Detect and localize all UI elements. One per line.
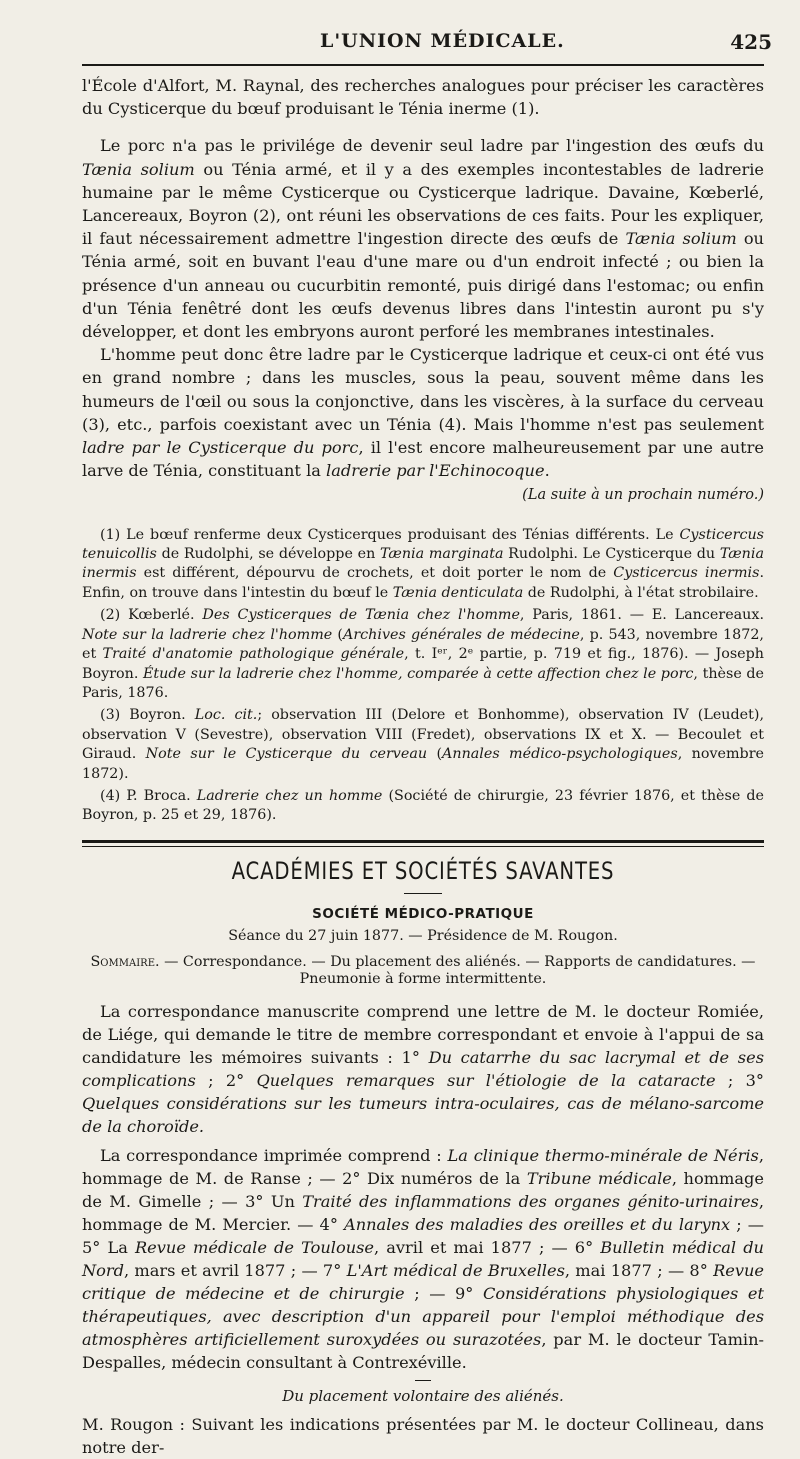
text-run-italic: Tænia solium [625, 229, 737, 249]
text-run-italic: Revue médicale de Toulouse [134, 1237, 375, 1257]
text-run: (2) Kœberlé. [100, 607, 203, 624]
divider [404, 893, 442, 894]
text-run-italic: Bulletin médical du Nord [82, 1237, 764, 1280]
text-run: de Rudolphi, se développe en [156, 546, 380, 563]
text-run-italic: Tænia marginata [379, 546, 504, 563]
text-run-italic: ladrerie par l'Echinocoque [326, 461, 545, 481]
text-run-italic: Des Cysticerques de Tænia chez l'homme [202, 607, 520, 624]
text-run-italic: Annales des maladies des oreilles et du larynx [344, 1214, 731, 1234]
page-number: 425 [730, 30, 772, 54]
text-run-italic: Quelques considérations sur les tumeurs intra-oculaires, cas de mélano-sarcome de la choroïde. [82, 1093, 764, 1136]
text-run-italic: Cysticercus tenuicollis [82, 526, 764, 563]
text-run: , Paris, 1861. — E. Lancereaux. [519, 607, 764, 624]
text-run: , novembre 1872). [82, 746, 764, 782]
text-run: Le porc n'a pas le privilége de devenir seul ladre par l'ingestion des œufs du [100, 136, 764, 156]
text-run-italic: Traité d'anatomie pathologique générale [102, 646, 405, 663]
correspondence-manuscript [82, 1000, 764, 1138]
text-run-italic: Du catarrhe du sac lacrymal et de ses complications [82, 1047, 764, 1090]
text-run: ; — 9° [404, 1283, 483, 1303]
text-run-italic: Tænia solium [82, 159, 195, 179]
paragraph-1: l'École d'Alfort, M. Raynal, des recherches analogues pour préciser les caractères du Cysticerque du bœuf produisant le Ténia inerme (1). [82, 76, 764, 119]
text-run: , mai 1877 ; — 8° [564, 1260, 714, 1280]
paragraph-2 [82, 134, 764, 343]
text-run: , avril et mai 1877 ; — 6° [374, 1237, 601, 1257]
footnote-4 [82, 787, 764, 826]
text-run: ; observation III (Delore et Bonhomme), observation IV (Leudet), observation V (Sevestre), observation VIII (Fredet), observations IX et X. — Becoulet et Giraud. [82, 707, 764, 763]
text-run: , p. 543, novembre 1872, et [82, 626, 764, 663]
text-run-italic: Loc. cit. [194, 707, 258, 724]
text-run: Rudolphi. Le Cysticerque du [503, 546, 720, 563]
subheading: Du placement volontaire des aliénés. [282, 1386, 564, 1405]
text-run-italic: Étude sur la ladrerie chez l'homme, comparée à cette affection chez le porc [143, 665, 694, 682]
text-run-italic: Quelques remarques sur l'étiologie de la cataracte [256, 1070, 716, 1090]
text-run-italic: La clinique thermo-minérale de Néris [447, 1145, 759, 1165]
text-run: (3) Boyron. [100, 707, 195, 724]
footnote-1 [82, 526, 764, 604]
article-body [82, 74, 764, 508]
text-run: L'homme peut donc être ladre par le Cysticerque ladrique et ceux-ci ont été vus en grand nombre ; dans les muscles, sous la peau, souvent même dans les humeurs de l'œil ou sous la conjonctive, dans les viscères, à la surface du cerveau (3), etc., parfois coexistant avec un Ténia (4). Mais l'homme n'est pas seulement [82, 345, 764, 434]
divider [415, 1380, 431, 1381]
text-run: , il l'est encore malheureusement par une autre larve de Ténia, constituant la [82, 438, 764, 481]
text-run: , par M. le docteur Tamin-Despalles, médecin consultant à Contrexéville. [82, 1329, 764, 1372]
section-title: ACADÉMIES ET SOCIÉTÉS SAVANTES [231, 856, 615, 885]
text-run: . Enfin, on trouve dans l'intestin du bœuf le [82, 565, 764, 601]
text-run: , t. Iᵉʳ, 2ᵉ partie, p. 719 et fig., 1876). — Joseph Boyron. [82, 646, 764, 682]
summary [82, 954, 764, 988]
text-run: ou Ténia armé, et il y a des exemples incontestables de ladrerie humaine par le même Cysticerque ou Cysticerque ladrique. Davaine, Kœberlé, Lancereaux, Boyron (2), ont réuni les observations de ces faits. Pour les expliquer, il faut nécessairement admettre l'ingestion directe des œufs de [82, 159, 765, 249]
session-line: Séance du 27 juin 1877. — Présidence de M. Rougon. [228, 927, 618, 944]
text-run: ; — 5° La [82, 1214, 764, 1257]
section-rule [82, 840, 764, 843]
text-run-italic: Tænia denticulata [392, 584, 524, 601]
text-run: La correspondance manuscrite comprend une lettre de M. le docteur Romiée, de Liége, qui demande le titre de membre correspondant et envoie à l'appui de sa candidature les mémoires suivants : 1° [82, 1001, 764, 1067]
text-run-italic: Annales médico-psychologiques [442, 746, 678, 763]
text-run-italic: Cysticercus inermis [613, 565, 760, 582]
society-name: SOCIÉTÉ MÉDICO-PRATIQUE [312, 905, 534, 922]
text-run-italic: Ladrerie chez un homme [196, 787, 383, 804]
section-body [82, 1000, 764, 1374]
text-run: ; 3° [715, 1070, 764, 1090]
summary-text: — Correspondance. — Du placement des aliénés. — Rapports de candidatures. — Pneumonie à forme intermittente. [159, 953, 756, 987]
running-title: L'UNION MÉDICALE. [320, 30, 565, 52]
text-run: est différent, dépourvu de crochets, et doit porter le nom de [136, 565, 614, 582]
text-run-italic: Tribune médicale [526, 1168, 672, 1188]
text-run-italic: Note sur la ladrerie chez l'homme [82, 626, 333, 643]
footnote-2 [82, 606, 764, 703]
text-run: ( [427, 746, 443, 763]
text-run-italic: ladre par le Cysticerque du porc [82, 438, 359, 458]
footnotes [82, 526, 764, 826]
text-run: ou Ténia armé, soit en buvant l'eau d'une mare ou d'un endroit infecté ; ou bien la présence d'un anneau ou cucurbitin remonté, puis dirigé dans l'estomac; ou enfin d'un Ténia fenêtré dont les œufs devenus libres dans l'intestin auront pu s'y développer, et dont les embryons auront perforé les membranes intestinales. [82, 229, 764, 342]
text-run-italic: Tænia inermis [82, 546, 764, 582]
header-rule [82, 64, 764, 66]
footnote-3 [82, 706, 764, 784]
text-run: . [544, 461, 550, 481]
text-run: , hommage de M. de Ranse ; — 2° Dix numéros de la [82, 1145, 764, 1188]
text-run: , hommage de M. Gimelle ; — 3° Un [82, 1168, 765, 1211]
text-run: , mars et avril 1877 ; — 7° [124, 1260, 347, 1280]
paragraph-last: M. Rougon : Suivant les indications présentées par M. le docteur Collineau, dans notre der- [82, 1414, 764, 1457]
continuation-note: (La suite à un prochain numéro.) [522, 487, 764, 504]
text-run-italic: Traité des inflammations des organes génito-urinaires [302, 1191, 759, 1211]
text-run: (1) Le bœuf renferme deux Cysticerques produisant des Ténias différents. Le [100, 526, 680, 543]
text-run: , thèse de Paris, 1876. [82, 665, 764, 701]
summary-label: Sommaire. [90, 953, 160, 970]
text-run: de Rudolphi, à l'état strobilaire. [523, 584, 759, 601]
text-run: ( [332, 626, 343, 643]
section-rule-thin [82, 846, 764, 847]
running-head [82, 0, 772, 56]
text-run-italic: L'Art médical de Bruxelles [346, 1260, 565, 1280]
text-run-italic: Archives générales de médecine [343, 626, 580, 643]
correspondence-printed [82, 1144, 764, 1374]
text-run-italic: Note sur le Cysticerque du cerveau [145, 746, 428, 763]
text-run: (Société de chirurgie, 23 février 1876, et thèse de Boyron, p. 25 et 29, 1876). [82, 787, 764, 824]
paragraph-3 [82, 343, 764, 482]
text-run: ; 2° [195, 1070, 257, 1090]
text-run: La correspondance imprimée comprend : [100, 1145, 448, 1165]
text-run-italic: Revue critique de médecine et de chirurgie [82, 1260, 765, 1303]
text-run-italic: Considérations physiologiques et thérapeutiques, avec description d'un appareil pour l'emploi méthodique des atmosphères artificiellement suroxydées ou surazotées [82, 1283, 764, 1349]
text-run: (4) P. Broca. [100, 787, 197, 804]
text-run: , hommage de M. Mercier. — 4° [82, 1191, 764, 1234]
